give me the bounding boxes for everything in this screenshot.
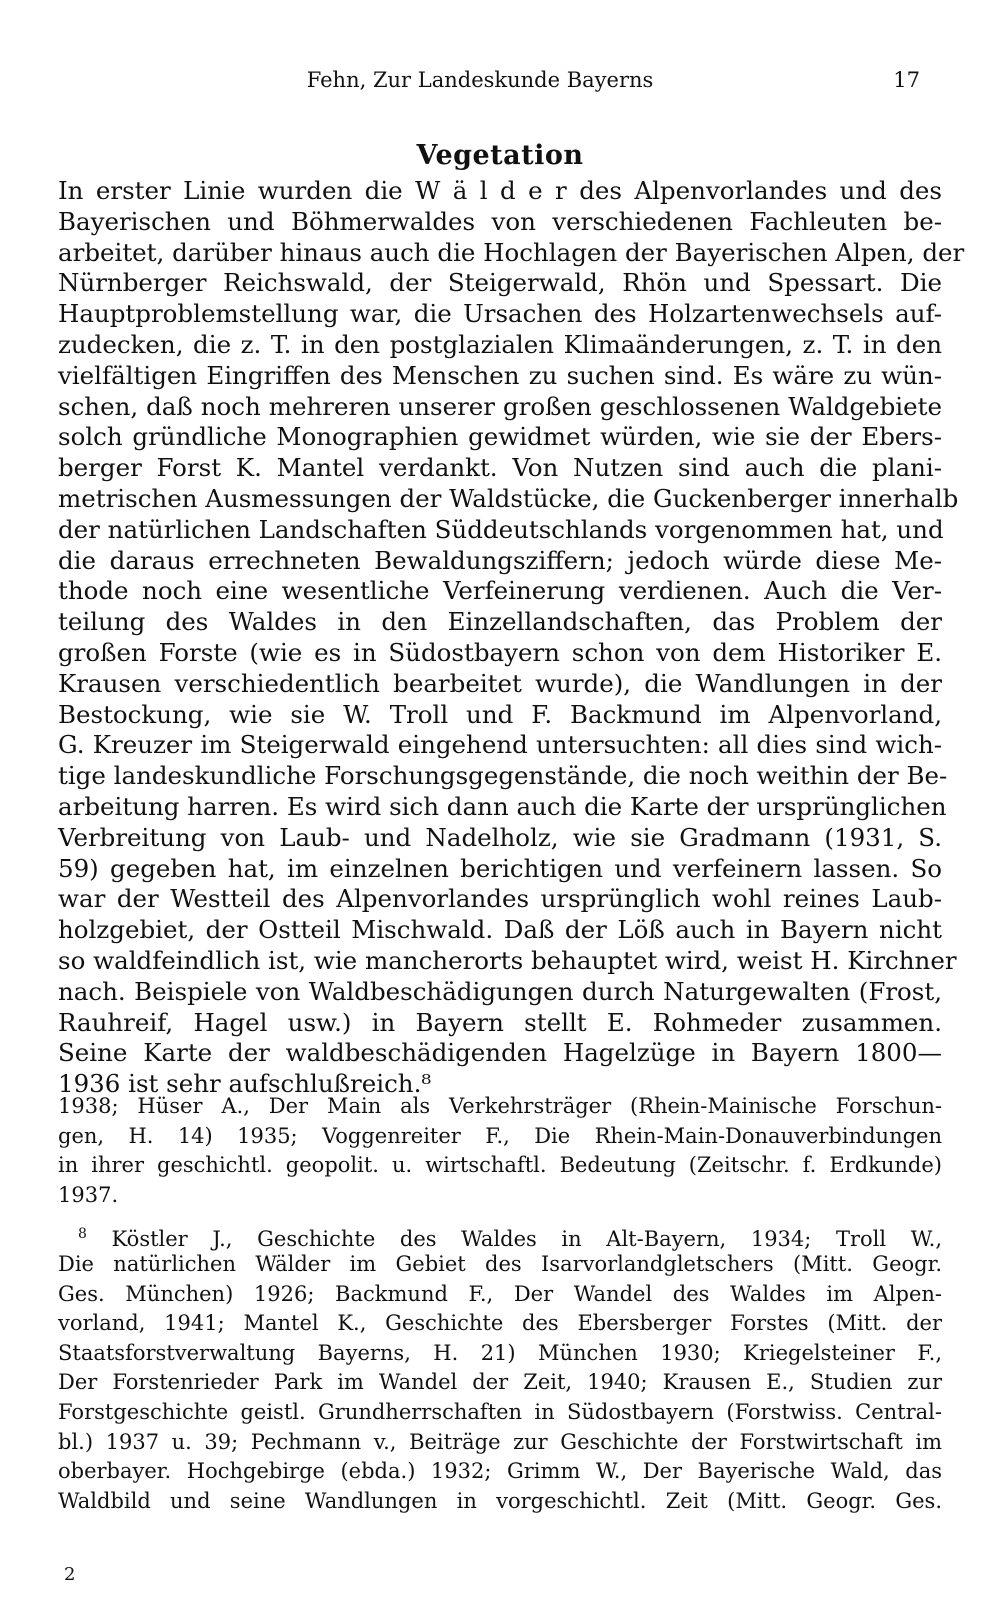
body-line: Krausen verschiedentlich bearbeitet wurde), die Wandlungen in der xyxy=(58,668,942,698)
footnote-line: 1937. xyxy=(58,1182,119,1207)
footnote-8 xyxy=(58,1220,942,1516)
body-line: Rauhreif, Hagel usw.) in Bayern stellt E. Rohmeder zusammen. xyxy=(58,1007,942,1037)
body-line: Verbreitung von Laub- und Nadelholz, wie sie Gradmann (1931, S. xyxy=(58,822,942,852)
body-line: Seine Karte der waldbeschädigenden Hagelzüge in Bayern 1800— xyxy=(58,1038,942,1068)
body-line: solch gründliche Monographien gewidmet würden, wie sie der Ebers- xyxy=(58,422,942,452)
body-line: berger Forst K. Mantel verdankt. Von Nutzen sind auch die plani- xyxy=(58,453,942,483)
body-line: die daraus errechneten Bewaldungsziffern; jedoch würde diese Me- xyxy=(58,545,942,575)
footnote-line: Die natürlichen Wälder im Gebiet des Isarvorlandgletschers (Mitt. Geogr. xyxy=(58,1251,942,1276)
body-line: tige landeskundliche Forschungsgegenstände, die noch weithin der Be- xyxy=(58,761,948,791)
footnote-line: oberbayer. Hochgebirge (ebda.) 1932; Grimm W., Der Bayerische Wald, das xyxy=(58,1459,942,1484)
running-head xyxy=(0,68,1000,98)
body-line: arbeitet, darüber hinaus auch die Hochlagen der Bayerischen Alpen, der xyxy=(58,237,965,267)
footnote-line: Ges. München) 1926; Backmund F., Der Wandel des Waldes im Alpen- xyxy=(58,1281,942,1306)
footnote-line: Waldbild und seine Wandlungen in vorgeschichtl. Zeit (Mitt. Geogr. Ges. xyxy=(58,1488,942,1513)
footnote-continuation xyxy=(58,1092,942,1210)
footnote-line: 1938; Hüser A., Der Main als Verkehrsträger (Rhein-Mainische Forschun- xyxy=(58,1094,942,1118)
body-line: Nürnberger Reichswald, der Steigerwald, Rhön und Spessart. Die xyxy=(58,268,942,298)
running-title: Fehn, Zur Landeskunde Bayerns xyxy=(306,68,654,92)
body-line: Bayerischen und Böhmerwaldes von verschiedenen Fachleuten be- xyxy=(58,206,942,236)
body-line: nach. Beispiele von Waldbeschädigungen durch Naturgewalten (Frost, xyxy=(58,976,942,1006)
body-line: 1936 ist sehr aufschlußreich.⁸ xyxy=(58,1069,432,1099)
body-line: metrischen Ausmessungen der Waldstücke, die Guckenberger innerhalb xyxy=(58,483,959,513)
body-line: holzgebiet, der Ostteil Mischwald. Daß der Löß auch in Bayern nicht xyxy=(58,915,942,945)
body-line: In erster Linie wurden die W ä l d e r des Alpenvorlandes und des xyxy=(58,176,942,205)
footnote-line xyxy=(58,1220,942,1250)
body-line: zudecken, die z. T. in den postglazialen Klimaänderungen, z. T. in den xyxy=(58,329,942,359)
footnote-line: vorland, 1941; Mantel K., Geschichte des Ebersberger Forstes (Mitt. der xyxy=(58,1311,942,1336)
body-line: Bestockung, wie sie W. Troll und F. Backmund im Alpenvorland, xyxy=(58,699,942,729)
footnote-marker: 8 xyxy=(78,1226,87,1243)
body-line: so waldfeindlich ist, wie mancherorts behauptet wird, weist H. Kirchner xyxy=(58,945,957,975)
signature-mark: 2 xyxy=(64,1564,76,1585)
body-line: thode noch eine wesentliche Verfeinerung verdienen. Auch die Ver- xyxy=(58,576,942,606)
body-line: großen Forste (wie es in Südostbayern schon von dem Historiker E. xyxy=(58,637,942,667)
page-number: 17 xyxy=(893,68,920,92)
footnote-line: bl.) 1937 u. 39; Pechmann v., Beiträge zur Geschichte der Forstwirtschaft im xyxy=(58,1429,942,1454)
body-line: war der Westteil des Alpenvorlandes ursprünglich wohl reines Laub- xyxy=(58,884,942,914)
footnote-line: gen, H. 14) 1935; Voggenreiter F., Die Rhein-Main-Donauverbindungen xyxy=(58,1123,942,1148)
footnote-text: Köstler J., Geschichte des Waldes in Alt-Bayern, 1934; Troll W., xyxy=(86,1227,942,1252)
footnote-line: Staatsforstverwaltung Bayerns, H. 21) München 1930; Kriegelsteiner F., xyxy=(58,1340,942,1365)
body-line: vielfältigen Eingriffen des Menschen zu suchen sind. Es wäre zu wün- xyxy=(58,360,942,390)
footnote-line: in ihrer geschichtl. geopolit. u. wirtschaftl. Bedeutung (Zeitschr. f. Erdkunde) xyxy=(58,1153,942,1178)
body-line: 59) gegeben hat, im einzelnen berichtigen und verfeinern lassen. So xyxy=(58,853,942,883)
footnote-line: Forstgeschichte geistl. Grundherrschaften in Südostbayern (Forstwiss. Central- xyxy=(58,1399,942,1424)
body-line: schen, daß noch mehreren unserer großen geschlossenen Waldgebiete xyxy=(58,391,942,421)
body-line: teilung des Waldes in den Einzellandschaften, das Problem der xyxy=(58,607,942,637)
body-line: der natürlichen Landschaften Süddeutschlands vorgenommen hat, und xyxy=(58,514,944,544)
body-line: Hauptproblemstellung war, die Ursachen des Holzartenwechsels auf- xyxy=(58,299,942,329)
body-paragraph xyxy=(58,176,965,1100)
body-line: arbeitung harren. Es wird sich dann auch die Karte der ursprünglichen xyxy=(58,791,947,821)
footnote-line: Der Forstenrieder Park im Wandel der Zeit, 1940; Krausen E., Studien zur xyxy=(58,1370,942,1395)
body-line: G. Kreuzer im Steigerwald eingehend untersuchten: all dies sind wich- xyxy=(58,730,942,760)
section-title: Vegetation xyxy=(416,140,584,171)
footnotes xyxy=(58,1092,942,1526)
